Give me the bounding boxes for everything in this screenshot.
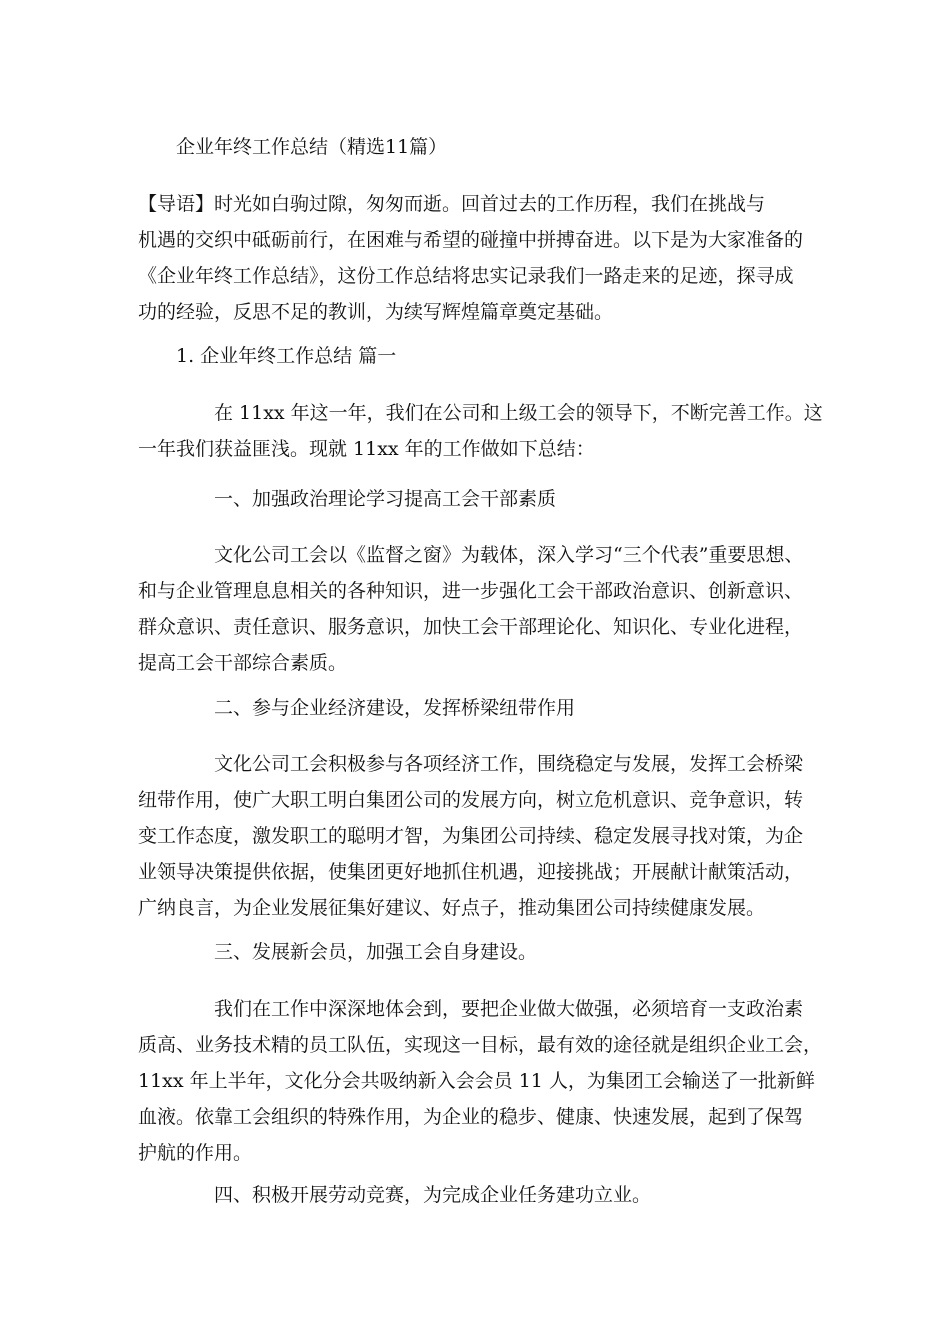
intro-line: 功的经验，反思不足的教训，为续写辉煌篇章奠定基础。: [138, 301, 614, 323]
paragraph-line: 质高、业务技术精的员工队伍，实现这一目标，最有效的途径就是组织企业工会，: [138, 1034, 823, 1056]
paragraph-line: 业领导决策提供依据，使集团更好地抓住机遇，迎接挑战；开展献计献策活动，: [138, 861, 804, 883]
opening-paragraph: [138, 395, 823, 467]
subheading-2: 二、参与企业经济建设，发挥桥梁纽带作用: [214, 697, 576, 719]
intro-paragraph: [138, 186, 818, 330]
paragraph-line: 提高工会干部综合素质。: [138, 652, 348, 674]
paragraph-line: 纽带作用，使广大职工明白集团公司的发展方向，树立危机意识、竞争意识，转: [138, 789, 804, 811]
paragraph-line: 广纳良言，为企业发展征集好建议、好点子，推动集团公司持续健康发展。: [138, 897, 766, 919]
paragraph-line: 我们在工作中深深地体会到，要把企业做大做强，必须培育一支政治素: [214, 998, 804, 1020]
intro-line: 机遇的交织中砥砺前行，在困难与希望的碰撞中拼搏奋进。以下是为大家准备的: [138, 229, 804, 251]
paragraph-line: 一年我们获益匪浅。现就 11xx 年的工作做如下总结：: [138, 438, 595, 460]
paragraph-line: 在 11xx 年这一年，我们在公司和上级工会的领导下，不断完善工作。这: [214, 402, 823, 424]
intro-line: 【导语】时光如白驹过隙，匆匆而逝。回首过去的工作历程，我们在挑战与: [138, 193, 766, 215]
subheading-1: 一、加强政治理论学习提高工会干部素质: [214, 488, 557, 510]
paragraph-2: [138, 746, 818, 926]
document-title: 企业年终工作总结（精选11篇）: [176, 136, 448, 158]
paragraph-line: 变工作态度，激发职工的聪明才智，为集团公司持续、稳定发展寻找对策，为企: [138, 825, 804, 847]
section-title: 1. 企业年终工作总结 篇一: [176, 345, 397, 367]
paragraph-line: 血液。依靠工会组织的特殊作用，为企业的稳步、健康、快速发展，起到了保驾: [138, 1106, 804, 1128]
paragraph-3: [138, 991, 823, 1171]
subheading-4: 四、积极开展劳动竞赛，为完成企业任务建功立业。: [214, 1184, 652, 1206]
paragraph-line: 护航的作用。: [138, 1142, 253, 1164]
paragraph-line: 群众意识、责任意识、服务意识，加快工会干部理论化、知识化、专业化进程，: [138, 616, 804, 638]
subheading-3: 三、发展新会员，加强工会自身建设。: [214, 941, 538, 963]
intro-line: 《企业年终工作总结》，这份工作总结将忠实记录我们一路走来的足迹，探寻成: [138, 265, 794, 287]
paragraph-line: 文化公司工会积极参与各项经济工作，围绕稳定与发展，发挥工会桥梁: [214, 753, 804, 775]
paragraph-line: 文化公司工会以《监督之窗》为载体，深入学习“三个代表”重要思想、: [214, 544, 804, 566]
paragraph-line: 11xx 年上半年，文化分会共吸纳新入会会员 11 人，为集团工会输送了一批新鲜: [138, 1070, 815, 1092]
paragraph-line: 和与企业管理息息相关的各种知识，进一步强化工会干部政治意识、创新意识、: [138, 580, 804, 602]
paragraph-1: [138, 537, 818, 681]
